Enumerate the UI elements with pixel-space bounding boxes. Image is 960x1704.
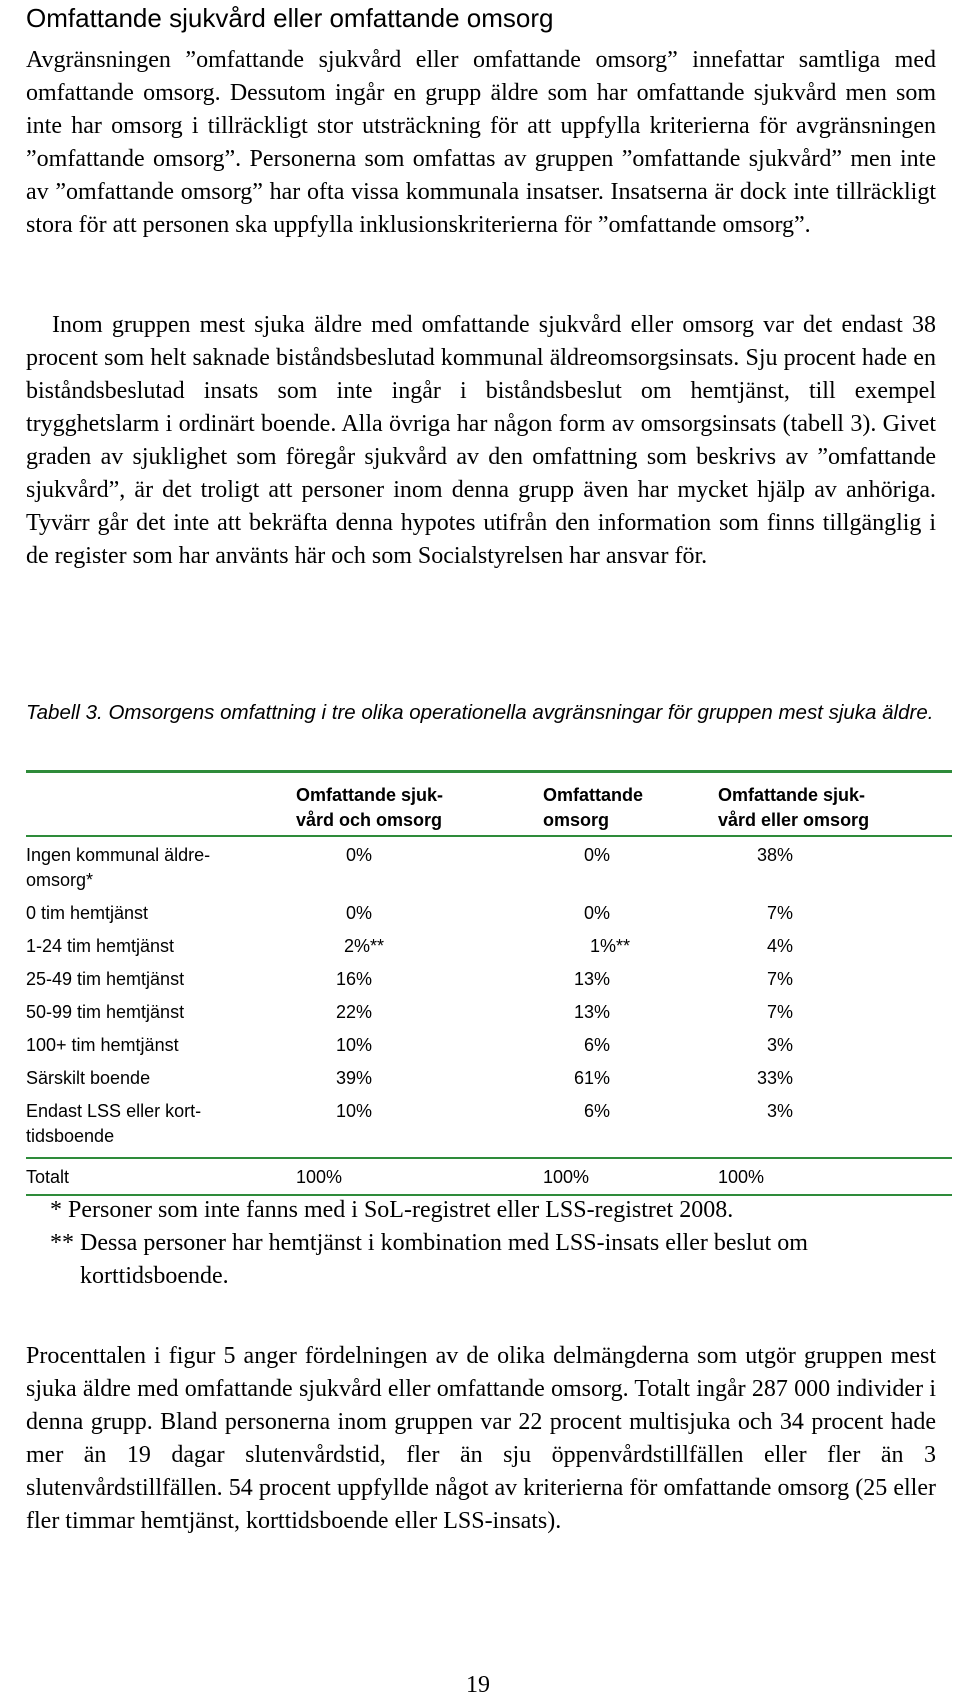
cell: 100% <box>543 1167 590 1187</box>
cell <box>296 1066 543 1099</box>
cell: 100% <box>296 1167 343 1187</box>
row-label: 0 tim hemtjänst <box>26 903 149 923</box>
cell-value: 6% <box>583 1035 610 1055</box>
cell-value: 6% <box>583 1101 610 1121</box>
cell <box>543 967 718 1000</box>
cell-value: 16% <box>335 969 372 989</box>
cell-value: 13% <box>573 1002 610 1022</box>
cell <box>718 1033 952 1066</box>
cell <box>543 1033 718 1066</box>
cell <box>296 836 543 901</box>
column-header-omsorg <box>543 773 718 836</box>
cell <box>543 836 718 901</box>
table-row <box>26 1066 952 1099</box>
paragraph-3: Procenttalen i figur 5 anger fördelningen av de olika delmängderna som utgör gruppen mest sjuka äldre med omfattande sjukvård eller omfattande omsorg. Totalt ingår 287 000 individer i denna grupp. Bland personerna inom gruppen var 22 procent multisjuka och 34 procent hade mer än 19 dagar slutenvårdstid, fler än sju öppenvårdstillfällen eller fler än 3 slutenvårdstillfällen. 54 procent uppfyllde något av kriterierna för omfattande omsorg (25 eller fler timmar hemtjänst, korttidsboende eller LSS-insats). <box>26 1343 936 1534</box>
column-header-sjukvard-och-omsorg <box>296 773 543 836</box>
cell <box>543 1000 718 1033</box>
row-label: 100+ tim hemtjänst <box>26 1035 179 1055</box>
table-row <box>26 1033 952 1066</box>
cell <box>543 1099 718 1158</box>
cell <box>296 1099 543 1158</box>
row-label: 1-24 tim hemtjänst <box>26 936 175 956</box>
cell <box>543 934 718 967</box>
cell <box>718 1099 952 1158</box>
cell <box>543 1066 718 1099</box>
cell-value: 4% <box>766 936 793 956</box>
footnote-1: * Personer som inte fanns med i SoL-registret eller LSS-registret 2008. <box>50 1197 734 1223</box>
cell-value: 13% <box>573 969 610 989</box>
cell <box>296 934 543 967</box>
cell: 100% <box>718 1167 765 1187</box>
row-label: Totalt <box>26 1167 70 1187</box>
cell <box>718 967 952 1000</box>
cell <box>718 934 952 967</box>
cell <box>296 1033 543 1066</box>
row-label-text: Ingen kommunal äldre-omsorg* <box>26 845 211 890</box>
cell-value: 0% <box>345 903 372 923</box>
table-row <box>26 836 952 901</box>
footnote-2: ** Dessa personer har hemtjänst i kombination med LSS-insats eller beslut om korttidsboende. <box>50 1230 808 1289</box>
cell-value: 22% <box>335 1002 372 1022</box>
row-label: 50-99 tim hemtjänst <box>26 1002 185 1022</box>
column-header-label: Omfattande sjuk-vård och omsorg <box>296 785 444 830</box>
table-row <box>26 901 952 934</box>
cell-value: 33% <box>756 1068 793 1088</box>
cell <box>718 1000 952 1033</box>
cell-value: 39% <box>335 1068 372 1088</box>
column-header-label: Omfattande omsorg <box>543 785 644 830</box>
cell-value: 38% <box>756 845 793 865</box>
cell <box>718 836 952 901</box>
column-header-empty <box>26 773 296 836</box>
document-page <box>26 0 940 1704</box>
cell-value: 3% <box>766 1035 793 1055</box>
table-header-row <box>26 773 952 836</box>
table-3 <box>26 770 952 1196</box>
cell <box>718 1066 952 1099</box>
row-label <box>26 1099 296 1158</box>
column-header-label: Omfattande sjuk-vård eller omsorg <box>718 785 870 830</box>
paragraph-1: Avgränsningen ”omfattande sjukvård eller omfattande omsorg” innefattar samtliga med omfattande omsorg. Dessutom ingår en grupp äldre som har omfattande sjukvård men som inte har omsorg i tillräckligt stor utsträckning för att uppfylla kriterierna för avgränsningen ”omfattande omsorg”. Personerna som omfattas av gruppen ”omfattande sjukvård” men inte av ”omfattande omsorg” har ofta vissa kommunala insatser. Insatserna är dock inte tillräckligt stora för att personen ska uppfylla inklusionskriterierna för ”omfattande omsorg”. <box>26 47 936 238</box>
section-heading: Omfattande sjukvård eller omfattande omsorg <box>26 3 554 33</box>
cell-value: 2%** <box>343 936 384 956</box>
cell-value: 7% <box>766 969 793 989</box>
row-label: 25-49 tim hemtjänst <box>26 969 185 989</box>
data-table <box>26 773 952 1196</box>
cell <box>543 901 718 934</box>
cell-value: 61% <box>573 1068 610 1088</box>
cell-value: 1%** <box>589 936 630 956</box>
table-row <box>26 967 952 1000</box>
table-caption: Tabell 3. Omsorgens omfattning i tre olika operationella avgränsningar för gruppen mest sjuka äldre. <box>26 701 934 724</box>
table-row <box>26 934 952 967</box>
table-footnotes <box>50 1194 936 1293</box>
cell <box>718 901 952 934</box>
table-row <box>26 1099 952 1158</box>
cell <box>296 901 543 934</box>
table-row <box>26 1000 952 1033</box>
cell-value: 7% <box>766 1002 793 1022</box>
paragraph-2: Inom gruppen mest sjuka äldre med omfattande sjukvård eller omsorg var det endast 38 procent som helt saknade biståndsbeslutad kommunal äldreomsorgsinsats. Sju procent hade en biståndsbeslutad insats som inte ingår i biståndsbeslut om hemtjänst, till exempel trygghetslarm i ordinärt boende. Alla övriga har någon form av omsorgsinsats (tabell 3). Givet graden av sjuklighet som föregår sjukvård av den omfattning som beskrivs av ”omfattande sjukvård”, är det troligt att personer inom denna grupp även har mycket hjälp av anhöriga. Tyvärr går det inte att bekräfta denna hypotes utifrån den information som finns tillgänglig i de register som har använts här och som Socialstyrelsen har ansvar för. <box>26 312 936 569</box>
cell-value: 10% <box>335 1101 372 1121</box>
cell-value: 3% <box>766 1101 793 1121</box>
row-label-text: Endast LSS eller kort-tidsboende <box>26 1101 202 1146</box>
cell-value: 0% <box>583 903 610 923</box>
row-label: Särskilt boende <box>26 1068 151 1088</box>
cell <box>296 1000 543 1033</box>
cell-value: 0% <box>345 845 372 865</box>
cell-value: 7% <box>766 903 793 923</box>
table-total-row <box>26 1158 952 1195</box>
cell-value: 0% <box>583 845 610 865</box>
column-header-sjukvard-eller-omsorg <box>718 773 952 836</box>
cell <box>296 967 543 1000</box>
page-number: 19 <box>466 1672 490 1698</box>
cell-value: 10% <box>335 1035 372 1055</box>
row-label <box>26 836 296 901</box>
